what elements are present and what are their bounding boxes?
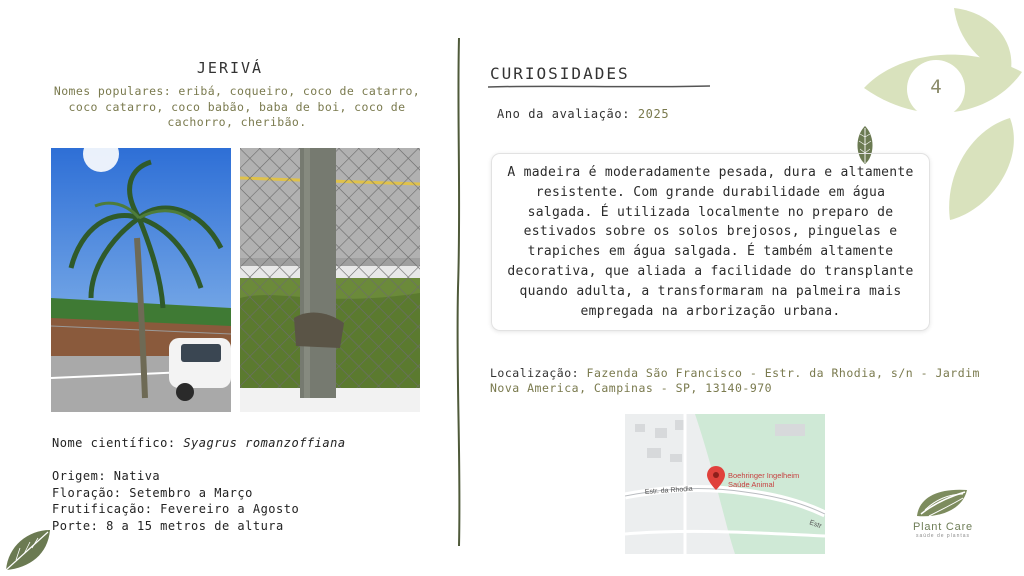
page-number: 4 <box>930 76 942 98</box>
evaluation-year-label: Ano da avaliação: <box>497 107 631 121</box>
map-road-label-2: Estr <box>808 519 823 531</box>
map-place-line2: Saúde Animal <box>728 480 775 489</box>
map-place-line1: Boehringer Ingelheim <box>728 471 800 480</box>
vertical-divider <box>455 38 463 546</box>
evaluation-year-value: 2025 <box>637 107 670 121</box>
photo-palm-tree <box>51 148 231 412</box>
fact-flowering: Floração: Setembro a Março <box>52 485 253 500</box>
location-value: Fazenda São Francisco - Estr. da Rhodia, s/n - Jardim Nova America, Campinas - SP, 13140-970 <box>490 366 980 395</box>
scientific-name-label: Nome científico: <box>52 436 176 450</box>
brand-name: Plant Care <box>913 521 973 533</box>
curiosities-title: CURIOSIDADES <box>490 64 630 83</box>
curiosities-underline <box>488 84 710 90</box>
location-label: Localização: <box>490 366 580 380</box>
brand-logo-icon <box>913 486 971 520</box>
fact-size: Porte: 8 a 15 metros de altura <box>52 518 284 533</box>
popular-names: Nomes populares: eribá, coqueiro, coco de catarro, coco catarro, coco babão, baba de boi, coco de cachorro, cheribão. <box>53 84 421 129</box>
plant-facts <box>52 468 299 534</box>
location <box>490 366 990 396</box>
map-road-label: Estr. da Rhodia <box>644 485 693 496</box>
leaf-bottom-left-icon <box>2 526 52 572</box>
scientific-name-value: Syagrus romanzoffiana <box>183 436 346 450</box>
scientific-name <box>52 436 346 450</box>
photo-palm-trunk <box>240 148 420 412</box>
curiosities-textbox: A madeira é moderadamente pesada, dura e altamente resistente. Com grande durabilidade em água salgada. É utilizada localmente no preparo de estivados sobre os solos brejosos, pinguelas e trapiches em água salgada. É também altamente decorativa, que aliada a facilidade do transplante quando adulta, a transformaram na palmeira mais empregada na arborização urbana. <box>491 153 930 331</box>
plant-title: JERIVÁ <box>196 59 264 77</box>
leaf-lower-icon <box>949 118 1014 220</box>
evaluation-year <box>497 107 669 121</box>
location-map[interactable] <box>625 414 825 554</box>
fact-fruiting: Frutificação: Fevereiro a Agosto <box>52 502 300 516</box>
fact-origin: Origem: Nativa <box>52 469 161 483</box>
brand-tagline: saúde de plantas <box>915 533 971 539</box>
